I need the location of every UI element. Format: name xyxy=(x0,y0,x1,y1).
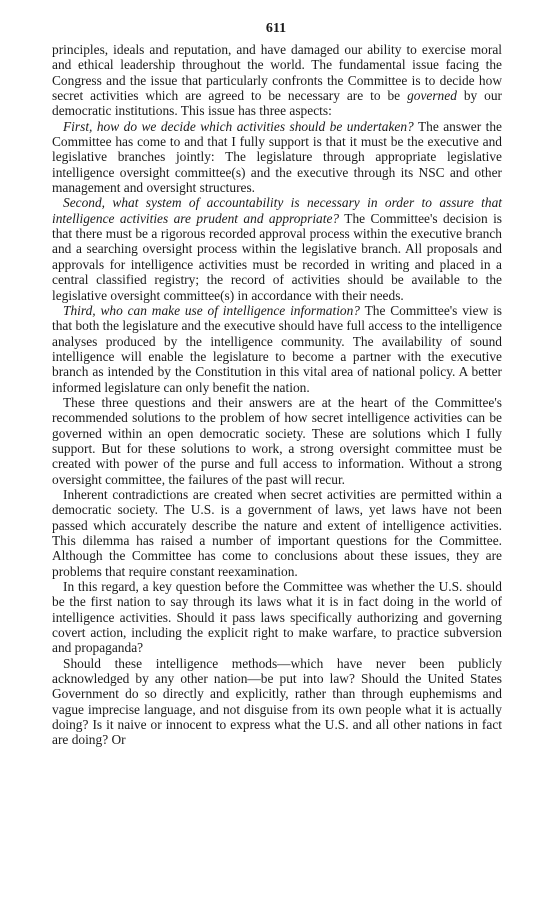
question-heading: Third, who can make use of intelligence information? xyxy=(63,302,361,318)
paragraph-7 xyxy=(52,579,502,656)
paragraph-3 xyxy=(52,195,502,302)
paragraph-5 xyxy=(52,395,502,487)
emphasized-text: governed xyxy=(407,88,457,104)
text-run: by our democratic institutions. This issue has three aspects: xyxy=(52,88,502,119)
text-run: principles, ideals and reputation, and have damaged our ability to exercise moral and ethical leadership throughout the world. The fundamental issue facing the Congress and the issue that particularly confronts the Committee is to decide how secret activities which are agreed to be necessary are to be xyxy=(52,42,502,104)
paragraph-6 xyxy=(52,487,502,579)
question-heading: Second, what system of accountability is necessary in order to assure that intelligence activities are prudent and appropriate? xyxy=(52,195,502,226)
paragraph-1 xyxy=(52,42,502,119)
text-run: In this regard, a key question before the Committee was whether the U.S. should be the first nation to say through its laws what it is in fact doing in the world of intelligence activities. Should it pass laws specifically authorizing and governing covert action, including the explicit right to make warfare, to practice subversion and propaganda? xyxy=(52,579,502,656)
text-run: The answer the Committee has come to and that I fully support is that it must be the executive and legislative branches jointly: The legislature through appropriate legislative intelligence oversight committee(s) and the executive through its NSC and other management and oversight structures. xyxy=(52,118,502,196)
text-run: These three questions and their answers are at the heart of the Committee's recommended solutions to the problem of how secret intelligence activities can be governed within an open democratic society. These are solutions which I fully support. But for these solutions to work, a strong oversight committee must be created with power of the purse and full access to information. Without a strong oversight committee, the failures of the past will recur. xyxy=(52,394,502,487)
body-text xyxy=(52,42,502,748)
text-run: Inherent contradictions are created when secret activities are permitted within a democratic society. The U.S. is a government of laws, yet laws have not been passed which accurately describe the nature and extent of intelligence activities. This dilemma has raised a number of important questions for the Committee. Although the Committee has come to conclusions about these issues, they are problems that require constant reexamination. xyxy=(52,486,502,579)
question-heading: First, how do we decide which activities should be undertaken? xyxy=(63,118,414,134)
text-run: Should these intelligence methods—which have never been publicly acknowledged by any other nation—be put into law? Should the United States Government do so directly and explicitly, rather than through euphemisms and vague imprecise language, and not disguise from its own people what it is actually doing? Is it naive or innocent to express what the U.S. and all other nations in fact are doing? Or xyxy=(52,655,502,748)
paragraph-2 xyxy=(52,119,502,196)
paragraph-4 xyxy=(52,303,502,395)
page-number: 611 xyxy=(265,21,287,36)
text-run: The Committee's view is that both the legislature and the executive should have full access to the intelligence analyses produced by the intelligence community. The availability of sound intelligence will enable the legislature to become a partner with the executive branch as intended by the Constitution in this vital area of national policy. A better informed legislature can only benefit the nation. xyxy=(52,302,503,395)
text-run: The Committee's decision is that there must be a rigorous recorded approval process within the executive branch and a searching oversight process within the legislative branch. All proposals and approvals for intelligence activities must be recorded in writing and placed in a central classified registry; the record of activities should be available to the legislative oversight committee(s) in accordance with their needs. xyxy=(52,210,502,303)
paragraph-8 xyxy=(52,656,502,748)
